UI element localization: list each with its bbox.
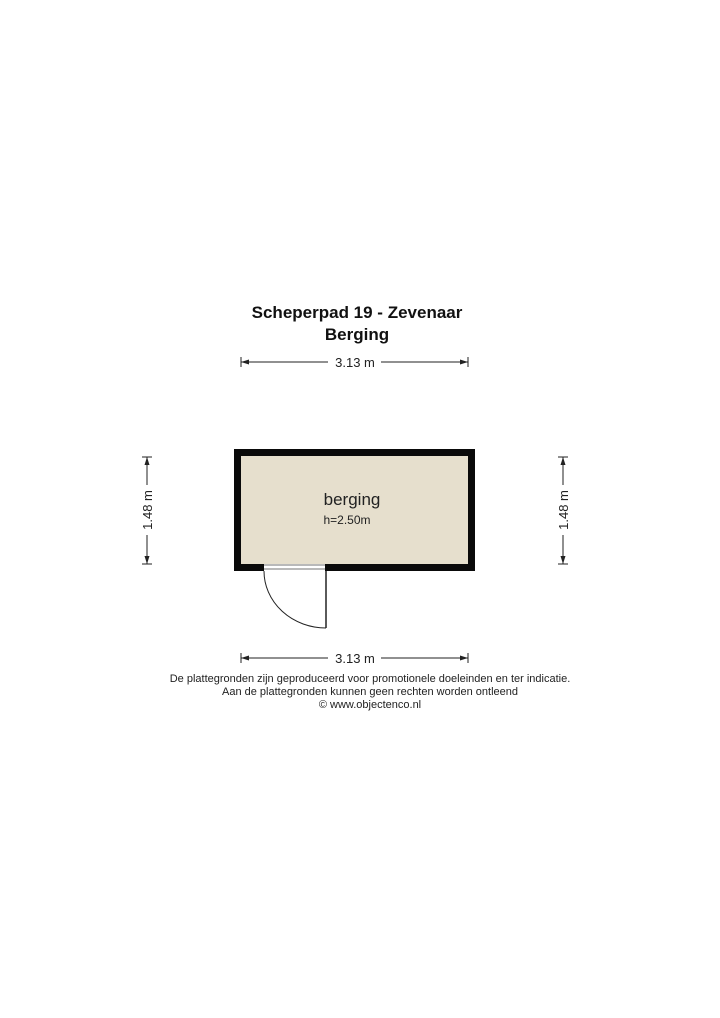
- arrow-up-icon: [561, 457, 566, 465]
- arrow-right-icon: [460, 656, 468, 661]
- room-floor: [241, 456, 468, 564]
- top-dimension: [241, 355, 468, 370]
- left-dimension: [140, 457, 155, 564]
- arrow-right-icon: [460, 360, 468, 365]
- disclaimer-line-2: Aan de plattegronden kunnen geen rechten worden ontleend: [221, 686, 518, 698]
- right-dimension: [556, 457, 571, 564]
- room-height-label: h=2.50m: [323, 513, 371, 527]
- arrow-down-icon: [561, 556, 566, 564]
- bottom-dimension: [241, 651, 468, 666]
- plan-title-address: Scheperpad 19 - Zevenaar: [251, 303, 463, 322]
- arrow-down-icon: [145, 556, 150, 564]
- arrow-up-icon: [145, 457, 150, 465]
- plan-title-floor: Berging: [324, 325, 390, 344]
- room-label: berging: [323, 490, 381, 509]
- door-swing-icon: [264, 571, 326, 628]
- arrow-left-icon: [241, 656, 249, 661]
- room-berging: [234, 449, 475, 628]
- bottom-width-label: 3.13 m: [335, 651, 375, 666]
- disclaimer-copyright: © www.objectenco.nl: [318, 699, 422, 711]
- disclaimer-line-1: De plattegronden zijn geproduceerd voor promotionele doeleinden en ter indicatie.: [169, 673, 571, 685]
- arrow-left-icon: [241, 360, 249, 365]
- left-depth-label: 1.48 m: [140, 490, 155, 530]
- right-depth-label: 1.48 m: [556, 490, 571, 530]
- top-width-label: 3.13 m: [335, 355, 375, 370]
